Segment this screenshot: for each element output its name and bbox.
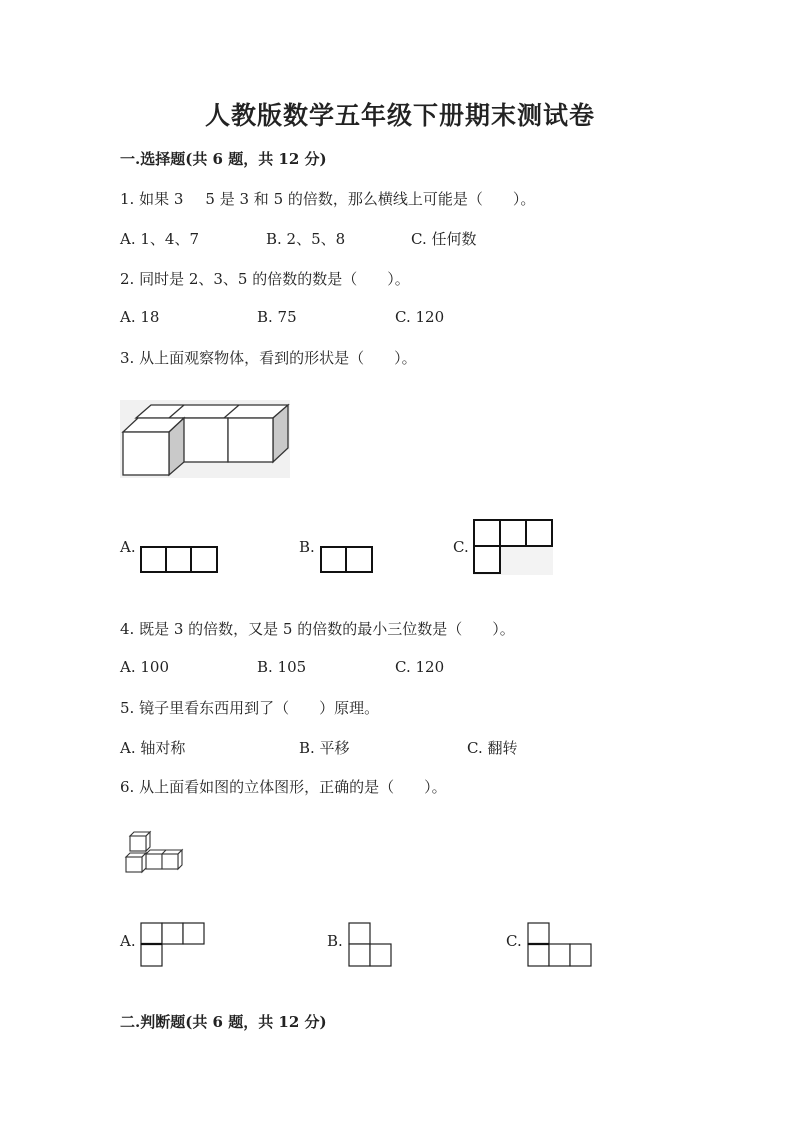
question-5-option-b[interactable]: B. 平移 — [299, 739, 350, 757]
question-1-option-c[interactable]: C. 任何数 — [411, 230, 477, 248]
question-1-text-start: 1. 如果 3 — [120, 190, 184, 208]
question-4-option-c[interactable]: C. 120 — [395, 658, 445, 676]
question-3-option-a[interactable]: A. — [120, 538, 136, 556]
question-6-option-a-figure — [140, 922, 206, 968]
question-5-option-a[interactable]: A. 轴对称 — [120, 739, 186, 757]
question-2-option-b[interactable]: B. 75 — [257, 308, 297, 326]
question-2-option-c[interactable]: C. 120 — [395, 308, 445, 326]
question-2-text: 2. 同时是 2、3、5 的倍数的数是（ ）。 — [120, 270, 410, 288]
question-5-text: 5. 镜子里看东西用到了（ ）原理。 — [120, 699, 380, 717]
question-4-text: 4. 既是 3 的倍数，又是 5 的倍数的最小三位数是（ ）。 — [120, 620, 515, 638]
question-6-solid-figure — [124, 830, 186, 878]
question-6-option-b[interactable]: B. — [327, 932, 343, 950]
question-3-option-b[interactable]: B. — [299, 538, 315, 556]
question-4-option-b[interactable]: B. 105 — [257, 658, 307, 676]
question-1-text-end: 5 是 3 和 5 的倍数，那么横线上可能是（ ）。 — [205, 190, 536, 208]
page-title: 人教版数学五年级下册期末测试卷 — [204, 101, 595, 130]
question-3-option-c-figure — [473, 519, 553, 575]
question-3-option-b-figure — [320, 546, 373, 573]
question-6-option-a[interactable]: A. — [120, 932, 136, 950]
question-6-option-c[interactable]: C. — [506, 932, 522, 950]
question-3-option-c[interactable]: C. — [453, 538, 469, 556]
question-2-option-a[interactable]: A. 18 — [120, 308, 160, 326]
question-3-solid-figure — [120, 400, 290, 478]
question-6-option-b-figure — [348, 922, 392, 968]
question-6-option-c-figure — [527, 922, 593, 968]
question-6-text: 6. 从上面看如图的立体图形，正确的是（ ）。 — [120, 778, 447, 796]
question-1-option-b[interactable]: B. 2、5、8 — [266, 230, 346, 248]
question-1 — [120, 188, 535, 209]
question-3-text: 3. 从上面观察物体，看到的形状是（ ）。 — [120, 349, 417, 367]
question-3-option-a-figure — [140, 546, 218, 573]
question-1-option-a[interactable]: A. 1、4、7 — [120, 230, 199, 248]
section-heading-choice: 一.选择题(共 6 题，共 12 分) — [120, 150, 327, 168]
question-4-option-a[interactable]: A. 100 — [120, 658, 169, 676]
question-5-option-c[interactable]: C. 翻转 — [467, 739, 518, 757]
section-heading-judgement: 二.判断题(共 6 题，共 12 分) — [120, 1013, 327, 1031]
